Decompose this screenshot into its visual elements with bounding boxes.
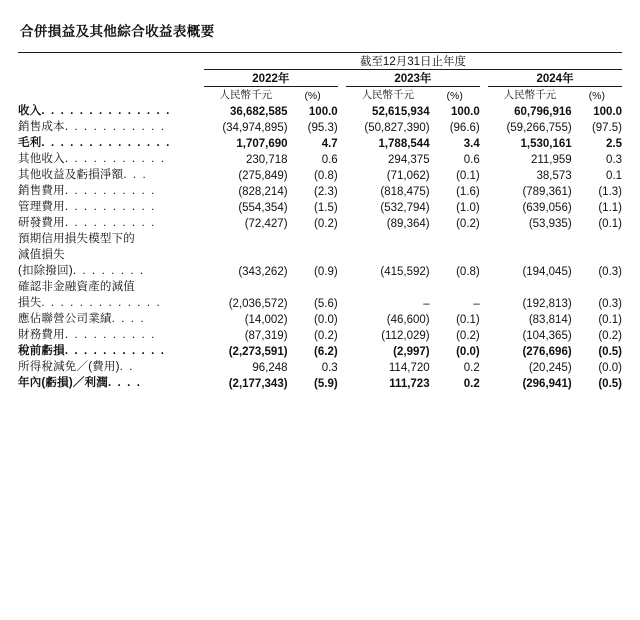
column-gap [480,342,488,358]
row-percent: (1.3) [598,186,622,198]
table-row [18,102,622,118]
column-gap [480,278,488,294]
row-percent: (0.1) [456,314,480,326]
column-gap [338,326,346,342]
row-value [204,278,288,294]
row-percent [288,278,338,294]
row-value [204,230,288,246]
column-gap [480,134,488,150]
row-value [346,278,430,294]
row-value: 38,573 [536,170,572,182]
financial-summary-table [18,53,622,390]
table-head [18,53,622,102]
row-label-text: 收入 [18,105,42,117]
row-label-leader: . . . . . . . . . . . [64,153,166,165]
column-gap [480,310,488,326]
column-gap [338,102,346,118]
row-label-leader: . . [119,361,135,373]
column-gap [338,198,346,214]
row-percent: (0.2) [456,330,480,342]
table-row [18,342,622,358]
row-label [18,278,204,294]
column-gap [338,262,346,278]
column-header-year-2024: 2024年 [488,70,622,87]
row-percent: (0.0) [456,346,480,358]
row-percent: (0.2) [314,218,338,230]
table-row [18,374,622,390]
row-label-text: 應佔聯營公司業績 [18,313,112,325]
column-gap [480,374,488,390]
row-label-text: 銷售成本 [18,121,65,133]
row-label-text: (扣除撥回) [18,265,73,277]
row-percent [430,230,480,246]
row-value: (296,941) [522,378,572,390]
row-value: (71,062) [386,170,430,182]
column-gap [338,374,346,390]
row-percent: (1.5) [314,202,338,214]
row-percent: (95.3) [307,122,338,134]
row-value: (192,813) [522,298,572,310]
column-gap [338,230,346,246]
row-value: (14,002) [244,314,288,326]
row-value: (554,354) [238,202,288,214]
row-percent: (96.6) [449,122,480,134]
row-value: (72,427) [244,218,288,230]
row-label [18,294,204,310]
row-percent: 0.1 [606,170,622,182]
row-percent: 3.4 [463,138,480,150]
row-value: (2,997) [393,346,430,358]
row-label-leader: . . . . . . . . . . . [64,345,166,357]
column-gap [338,342,346,358]
row-value: (2,036,572) [228,298,288,310]
unit-header-2022: 人民幣千元 [219,89,272,101]
row-value: 1,707,690 [236,138,288,150]
row-value: 36,682,585 [229,106,288,118]
column-header-year-2023: 2023年 [346,70,480,87]
row-percent: (0.9) [314,266,338,278]
row-percent: (2.3) [314,186,338,198]
row-percent: (1.1) [598,202,622,214]
row-value: (59,266,755) [506,122,572,134]
row-label [18,310,204,326]
table-row [18,326,622,342]
row-label-text: 銷售費用 [18,185,65,197]
row-percent: 0.2 [463,362,480,374]
row-label-text: 管理費用 [18,201,65,213]
column-gap [480,262,488,278]
row-label [18,262,204,278]
row-value: – [423,298,430,310]
row-value: (276,696) [522,346,572,358]
row-percent [430,278,480,294]
row-percent: (0.2) [598,330,622,342]
column-gap [480,102,488,118]
table-row [18,182,622,198]
row-percent [572,278,622,294]
table-row [18,278,622,294]
row-label [18,198,204,214]
row-value: 1,788,544 [378,138,430,150]
row-percent: 0.6 [463,154,480,166]
row-label-leader: . . . . . . . . . . . . . . [41,137,171,149]
row-percent: (0.1) [598,314,622,326]
row-label-leader: . . . . [111,313,146,325]
row-percent: (0.3) [598,298,622,310]
row-value: (639,056) [522,202,572,214]
row-value [204,246,288,262]
row-percent: (0.1) [598,218,622,230]
row-percent: (0.2) [456,218,480,230]
table-row [18,262,622,278]
row-percent: (0.0) [598,362,622,374]
row-label-text: 損失 [18,297,42,309]
row-value: (2,273,591) [228,346,288,358]
table-row [18,294,622,310]
row-value: (34,974,895) [222,122,288,134]
pct-header-2022: (%) [304,90,321,102]
column-gap [480,358,488,374]
column-gap [480,326,488,342]
pct-header-2023: (%) [446,90,463,102]
row-percent [572,246,622,262]
row-label-leader: . . . [123,169,148,181]
row-value: (2,177,343) [228,378,288,390]
row-value: 294,375 [388,154,430,166]
row-value: (104,365) [522,330,572,342]
column-gap [338,246,346,262]
row-label-text: 財務費用 [18,329,65,341]
row-value: (532,794) [380,202,430,214]
row-percent: (6.2) [314,346,338,358]
column-header-year-2022: 2022年 [204,70,338,87]
row-percent: 0.3 [606,154,622,166]
row-value: 230,718 [245,154,288,166]
row-label [18,358,204,374]
row-label-text: 預期信用損失模型下的 [18,233,135,245]
column-gap [338,118,346,134]
table-row [18,198,622,214]
row-label-leader: . . . . . . . . . . [64,329,156,341]
row-label-text: 確認非金融資產的減值 [18,281,135,293]
row-value: (53,935) [528,218,572,230]
row-value [488,230,572,246]
row-label-leader: . . . . . . . . . . . . . . [41,105,171,117]
row-percent: (0.1) [456,170,480,182]
row-label-leader: . . . . . . . . . . [64,185,156,197]
row-percent: 100.0 [308,106,338,118]
table-row [18,134,622,150]
row-label-leader: . . . . . . . . . . [64,201,156,213]
column-gap [338,294,346,310]
row-label-text: 年內(虧損)／利潤 [18,377,108,389]
table-row [18,310,622,326]
row-value: (194,045) [522,266,572,278]
row-value: (112,029) [381,330,430,342]
column-gap [480,118,488,134]
column-gap [480,294,488,310]
column-gap [338,182,346,198]
row-value: 60,796,916 [514,106,572,118]
period-header: 截至12月31日止年度 [204,53,622,70]
row-label [18,230,204,246]
row-label-text: 其他收益及虧損淨額 [18,169,124,181]
column-gap [338,278,346,294]
row-percent [430,246,480,262]
row-value: 111,723 [389,378,430,390]
row-value: (87,319) [244,330,288,342]
column-gap [338,214,346,230]
column-gap [338,358,346,374]
row-label [18,214,204,230]
row-value: (275,849) [238,170,288,182]
row-percent: (0.5) [598,346,622,358]
row-percent: (1.6) [456,186,480,198]
column-gap [480,246,488,262]
row-value: (89,364) [386,218,430,230]
row-value: 114,720 [388,362,430,374]
row-label-leader: . . . . . . . . . . . [64,121,166,133]
row-label [18,246,204,262]
row-label [18,182,204,198]
row-percent: 4.7 [321,138,338,150]
row-label-text: 減值損失 [18,249,65,261]
period-header-row [18,53,622,70]
row-percent: 0.2 [463,378,480,390]
row-value: (789,361) [522,186,572,198]
year-header-row [18,70,622,87]
table-body [18,102,622,390]
row-percent: 0.3 [321,362,338,374]
row-label [18,102,204,118]
row-percent [288,230,338,246]
row-percent: (97.5) [591,122,622,134]
row-value: (343,262) [238,266,288,278]
column-gap [338,134,346,150]
column-gap [480,182,488,198]
row-value [346,246,430,262]
row-label-text: 其他收入 [18,153,65,165]
row-label [18,326,204,342]
row-label-leader: . . . . . . . . . . [64,217,156,229]
row-value: 211,959 [530,154,572,166]
row-value: (818,475) [380,186,430,198]
row-percent: (0.5) [598,378,622,390]
row-value [488,246,572,262]
row-value: (50,827,390) [364,122,430,134]
column-gap [338,310,346,326]
row-percent: (0.8) [456,266,480,278]
row-percent: 100.0 [593,106,622,118]
row-value: (20,245) [528,362,572,374]
table-row [18,230,622,246]
pct-header-2024: (%) [588,90,605,102]
row-value [346,230,430,246]
row-label-text: 毛利 [18,137,42,149]
table-row [18,150,622,166]
row-percent: (0.8) [314,170,338,182]
column-gap [480,214,488,230]
row-value [488,278,572,294]
row-label [18,150,204,166]
column-gap [338,166,346,182]
row-percent: 2.5 [606,138,622,150]
unit-header-row [18,87,622,103]
column-gap [480,150,488,166]
row-label [18,342,204,358]
table-row [18,214,622,230]
row-percent: (0.2) [314,330,338,342]
row-label-text: 研發費用 [18,217,65,229]
row-label [18,166,204,182]
row-label-leader: . . . . . . . . . . . . . [41,297,162,309]
row-value: (415,592) [380,266,430,278]
row-value: (46,600) [386,314,430,326]
row-label [18,374,204,390]
table-row [18,166,622,182]
column-gap [480,166,488,182]
unit-header-2024: 人民幣千元 [503,89,557,101]
unit-header-2023: 人民幣千元 [361,89,415,101]
row-percent: (0.3) [598,266,622,278]
row-percent: – [473,298,480,310]
table-row [18,118,622,134]
row-percent: (0.0) [314,314,338,326]
row-value: 96,248 [252,362,288,374]
row-label-leader: . . . . . . . . [72,265,145,277]
row-percent [572,230,622,246]
row-value: (83,814) [528,314,572,326]
row-percent: (5.6) [314,298,338,310]
column-gap [480,198,488,214]
page-title: 合併損益及其他綜合收益表概要 [20,24,215,39]
row-percent [288,246,338,262]
column-gap [480,230,488,246]
row-label-leader: . . . . [107,377,142,389]
row-percent: 0.6 [321,154,338,166]
column-gap [338,150,346,166]
row-percent: (5.9) [314,378,338,390]
row-label-text: 稅前虧損 [18,345,65,357]
row-value: 52,615,934 [372,106,430,118]
row-label-text: 所得稅減免／(費用) [18,361,120,373]
row-percent: (1.0) [456,202,480,214]
row-value: (828,214) [238,186,288,198]
row-label [18,134,204,150]
row-label [18,118,204,134]
table-row [18,246,622,262]
row-value: 1,530,161 [520,138,572,150]
row-percent: 100.0 [450,106,480,118]
table-row [18,358,622,374]
